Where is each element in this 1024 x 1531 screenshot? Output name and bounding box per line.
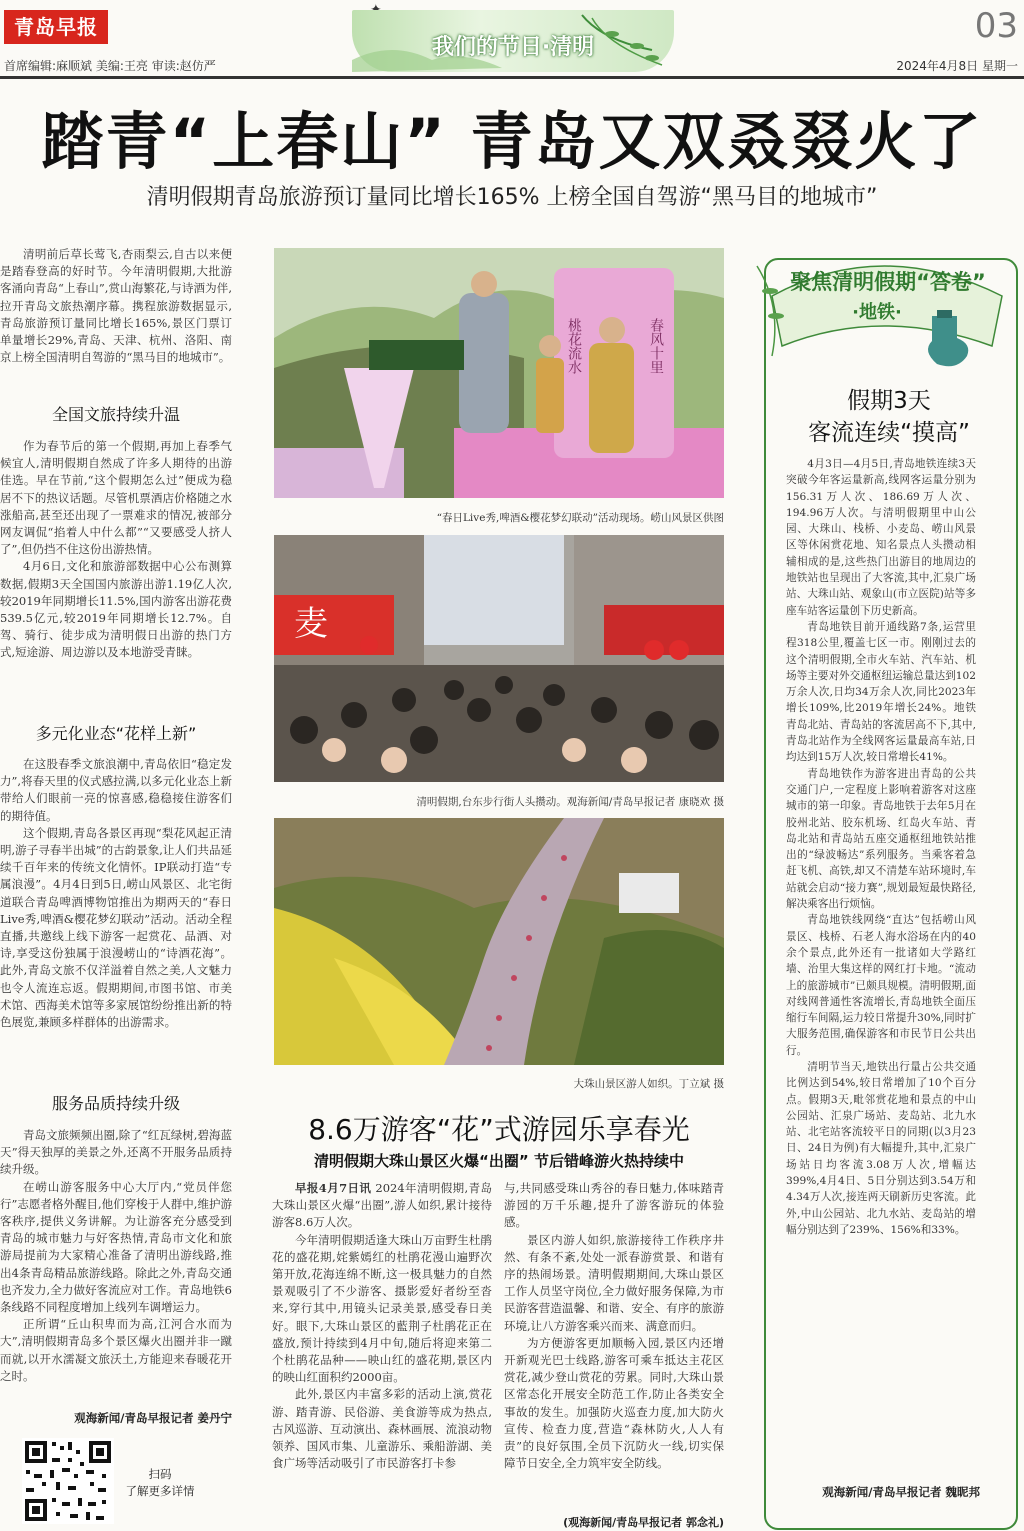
sidebar-badge: 聚焦清明假期“答卷” — [790, 270, 986, 294]
photo-sign-2: 春风十里 — [648, 318, 664, 374]
article-byline: 观海新闻/青岛早报记者 姜丹宁 — [74, 1411, 232, 1425]
qr-caption — [120, 1466, 200, 1500]
photo-mountain-visitors — [274, 818, 724, 1065]
banner-title: 我们的节日·清明 — [431, 35, 595, 60]
story2-dateline: 早报4月7日讯 — [295, 1181, 372, 1195]
editor-credits: 首席编辑:麻顺斌 美编:王亮 审读:赵仿严 — [4, 59, 216, 73]
main-subheadline: 清明假期青岛旅游预订量同比增长165% 上榜全国自驾游“黑马目的地城市” — [146, 185, 878, 210]
sidebar-tag: ·地铁· — [852, 302, 902, 323]
story2-column-1: 早报4月7日讯 2024年清明假期,青岛大珠山景区火爆“出圈”,游人如织,累计接待游客8.6万人次。 今年清明假期适逢大珠山万亩野生杜鹃花的盛花期,姹紫嫣红的杜鹃花漫山遍野次第开放,花海连绵不断,这一极具魅力的自然景观吸引了不少游客、摄影爱好者纷至沓来,穿行其中,用镜头记录美景,感受春日美好。眼下,大珠山景区的藍荆子杜鹃花正在盛放,预计持续到4月中旬,随后将迎来第二个杜鹃花品种——映山红的盛花期,景区内的映山红面积约2000亩。 此外,景区内丰富多彩的活动上演,赏花游、踏青游、民俗游、美食游等成为热点,古风巡游、互动演出、森林画展、流浪动物领养、国风市集、儿童游乐、乘船游湖、美食广场等活动吸引了市民游客打卡参 — [272, 1181, 492, 1471]
main-headline: 踏青“上春山” 青岛又双叒叕火了 — [41, 105, 983, 178]
masthead-rule — [0, 76, 1024, 79]
story2-title: 8.6万游客“花”式游园乐享春光 — [308, 1113, 690, 1146]
qr-caption-line-2: 了解更多详情 — [125, 1484, 195, 1498]
section-heading-2: 多元化业态“花样上新” — [35, 724, 197, 743]
section-heading-1: 全国文旅持续升温 — [51, 405, 180, 424]
photo-crowd-street — [274, 535, 724, 782]
story2-column-2: 与,共同感受珠山秀谷的春日魅力,体味踏青游园的万千乐趣,提升了游客游玩的体验感。 景区内游人如织,旅游接待工作秩序井然、有条不紊,处处一派春游赏景、和谐有序的热闹场景。清明假期期间,大珠山景区工作人员坚守岗位,全力做好服务保障,为市民游客营造温馨、和谐、安全、有序的旅游环境,让八方游客乘兴而来、满意而归。 为方便游客更加顺畅入园,景区内还增开新观光巴士线路,游客可乘车抵达主花区赏花,减少登山赏花的劳累。同时,大珠山景区常态化开展安全防范工作,防止各类安全事故的发生。加强防火巡查力度,加大防火宣传、检查力度,营造“森林防火,人人有责”的良好氛围,全员下沉防火一线,切实保障节日安全,全力筑牢安全防线。 — [504, 1181, 724, 1471]
page-number: 03 — [974, 6, 1018, 46]
story2-byline: (观海新闻/青岛早报记者 郭念礼) — [563, 1516, 724, 1529]
issue-date: 2024年4月8日 星期一 — [896, 59, 1018, 73]
sidebar-byline: 观海新闻/青岛早报记者 魏昵邦 — [822, 1485, 980, 1499]
photo-live-show — [274, 248, 724, 498]
sidebar-body: 4月3日—4月5日,青岛地铁连续3天突破今年客运量新高,线网客运量分别为156.31万人次、186.69万人次、194.96万人次。与清明假期里中山公园、大珠山、栈桥、小麦岛、崂山风景区等休闲赏花地、知名景点人头攒动相辅相成的是,这些热门出游目的地周边的地铁站也呈现出了大客流,其中,汇泉广场站、大珠山站、观象山(市立医院)站等多座车站客运量创下历史新高。 青岛地铁目前开通线路7条,运营里程318公里,覆盖七区一市。刚刚过去的这个清明假期,全市火车站、汽车站、机场等主要对外交通枢纽运输总量达到102万余人次,日均34万余人次,同比2023年增长109%,比2019年增长24%。地铁青岛北站、青岛站的客流居高不下,其中,青岛北站作为全线网客运量最高车站,日均达到15万人次,较日常增长41%。 青岛地铁作为游客进出青岛的公共交通门户,一定程度上影响着游客对这座城市的第一印象。青岛地铁于去年5月在胶州北站、胶东机场、红岛火车站、青岛北站和青岛站五座交通枢纽地铁站推出的“绿波畅达”系列服务。当乘客着急赶飞机、高铁,却又不清楚车站环境时,车站就会启动“接力赛”,规划最短最快路径,解决乘客出行烦恼。 青岛地铁线网绕“直达”包括崂山风景区、栈桥、石老人海水浴场在内的40余个景点,此外还有一批诸如大学路红墙、治里大集这样的网红打卡地。“流动上的旅游城市”已颇具规模。清明假期,面对线网普通性客流增长,青岛地铁全面压缩行车间隔,运力较日常提升30%,同时扩大服务范围,确保游客和市民节日公共出行。 清明节当天,地铁出行量占公共交通比例达到54%,较日常增加了10个百分点。假期3天,毗邻赏花地和景点的中山公园站、汇泉广场站、麦岛站、北九水站、北宅站客流较平日的同期(以3月23日、24日为例)有大幅提升,其中,汇泉广场站日均客流3.08万人次,增幅达399%,4月4日、5日分别达到3.54万和4.34万人次,接连两天刷新历史客流。此外,中山公园站、北九水站、麦岛站的增幅分别达到了239%、156%和33%。 — [786, 458, 976, 1236]
intro-paragraph: 清明前后草长莺飞,杏雨梨云,自古以来便是踏春登高的好时节。今年清明假期,大批游客涌向青岛“上春山”,赏山海繁花,与诗酒为伴,拉开青岛文旅热潮序幕。携程旅游数据显示,青岛旅游预订量同比增长165%,景区门票订单量增长29%,青岛、天津、杭州、洛阳、南京上榜全国清明自驾游的“黑马目的地城市”。 — [0, 247, 232, 365]
newspaper-logo: 青岛早报 — [4, 10, 108, 44]
sidebar-title-line-2: 客流连续“摸高” — [808, 420, 970, 446]
photo-caption-2: 清明假期,台东步行街人头攒动。观海新闻/青岛早报记者 康晓欢 摄 — [416, 796, 724, 808]
qr-code[interactable] — [22, 1438, 114, 1524]
photo-caption-1: “春日Live秀,啤酒&樱花梦幻联动”活动现场。崂山风景区供图 — [436, 512, 724, 524]
article-body-2: 在这股春季文旅浪潮中,青岛依旧“稳定发力”,将春天里的仪式感拉满,以多元化业态上新带给人们眼前一亮的惊喜感,稳稳接住游客们的期待值。 这个假期,青岛各景区再现“梨花风起正清明,游子寻春半出城”的古韵景象,让人们共品延续千百年来的传统文化情怀。IP联动打造“专属浪漫”。4月4日到5日,崂山风景区、北宅街道联合青岛啤酒博物馆推出为期两天的“春日Live秀,啤酒&樱花梦幻联动”活动。活动全程直播,共邀线上线下游客一起赏花、品酒、对诗,享受这份独属于浪漫崂山的“诗酒花海”。此外,青岛文旅不仅洋溢着自然之美,人文魅力也令人流连忘返。假期期间,市图书馆、市美术馆、西海美术馆等多家展馆纷纷推出新的特色展览,兼顾多样群体的出游需求。 — [0, 757, 232, 1030]
section-banner — [352, 10, 674, 72]
photo-sign-1: 桃花流水 — [566, 318, 582, 374]
article-body-3: 青岛文旅频频出圈,除了“红瓦绿树,碧海蓝天”得天独厚的美景之外,还离不开服务品质持续升级。 在崂山游客服务中心大厅内,“党员伴您行”志愿者格外醒目,他们穿梭于人群中,维护游客秩序,提供义务讲解。为让游客充分感受到青岛的城市魅力与好客热情,青岛市文化和旅游局提前为大家精心准备了清明出游线路,推出4条青岛精品旅游线路。除此之外,青岛交通也齐发力,全力做好客流应对工作。青岛地铁6条线路不同程度增加上线列车调增运力。 正所谓“丘山积卑而为高,江河合水而为大”,清明假期青岛多个景区爆火出圈并非一蹴而就,以开水濡凝文旅沃土,方能迎来春暖花开之时。 — [0, 1128, 232, 1383]
photo-stall-sign: 麦 — [294, 605, 328, 643]
sidebar-title-line-1: 假期3天 — [847, 388, 931, 414]
article-body-1: 作为春节后的第一个假期,再加上春季气候宜人,清明假期自然成了许多人期待的出游佳选。早在节前,“这个假期怎么过”便成为稳居不下的热议话题。尽管机票酒店价格随之水涨船高,甚至还出现了一票难求的情况,被部分网友调侃“掐着人中什么都”“又要感受人挤人了”,但仍挡不住这份出游热情。 4月6日,文化和旅游部数据中心公布测算数据,假期3天全国国内旅游出游1.19亿人次,较2019年同期增长11.5%,国内游客出游花费539.5亿元,较2019年同期增长12.7%。自驾、骑行、徒步成为清明假日出游的热门方式,短途游、周边游以及本地游受青睐。 — [0, 439, 232, 660]
story2-subtitle: 清明假期大珠山景区火爆“出圈” 节后错峰游火热持续中 — [314, 1152, 684, 1170]
section-heading-3: 服务品质持续升级 — [51, 1094, 180, 1113]
photo-caption-3: 大珠山景区游人如织。丁立斌 摄 — [573, 1078, 724, 1090]
qr-caption-line-1: 扫码 — [148, 1467, 172, 1481]
